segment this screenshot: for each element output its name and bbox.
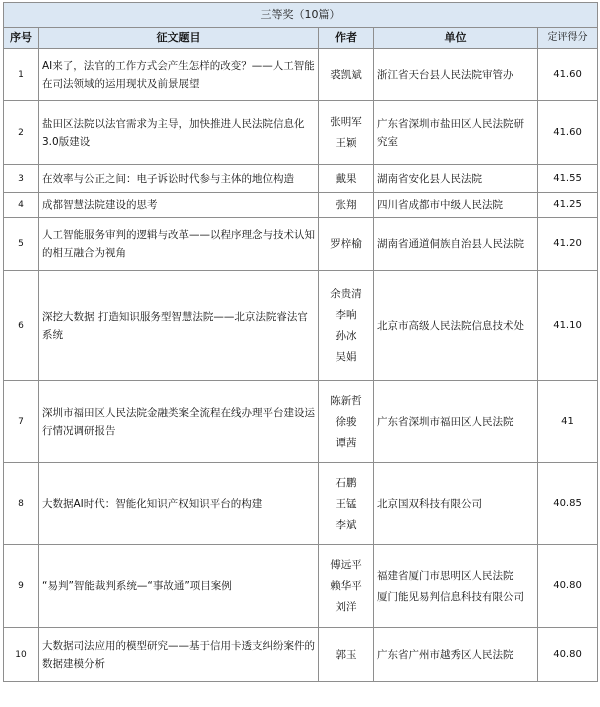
unit-name: 广东省广州市越秀区人民法院 xyxy=(377,648,514,661)
author-name: 李响 xyxy=(335,309,357,321)
essay-title: “易判”智能裁判系统—“事故通”项目案例 xyxy=(39,545,319,628)
row-number: 6 xyxy=(4,271,39,381)
unit-cell xyxy=(374,463,538,545)
header-author: 作者 xyxy=(319,28,374,49)
caption-row xyxy=(4,3,598,28)
header-unit: 单位 xyxy=(374,28,538,49)
author-name: 李斌 xyxy=(335,518,357,531)
row-number: 1 xyxy=(4,49,39,101)
score-cell: 41.60 xyxy=(538,101,598,165)
author-cell xyxy=(319,101,374,165)
author-name: 张翔 xyxy=(335,199,357,211)
unit-cell xyxy=(374,271,538,381)
score-cell: 40.80 xyxy=(538,628,598,682)
author-cell xyxy=(319,165,374,193)
essay-title: 在效率与公正之间：电子诉讼时代参与主体的地位构造 xyxy=(39,165,319,193)
score-cell: 41 xyxy=(538,381,598,463)
unit-name: 四川省成都市中级人民法院 xyxy=(377,199,503,211)
author-name: 王颖 xyxy=(335,137,357,149)
row-number: 9 xyxy=(4,545,39,628)
table-caption: 三等奖（10篇） xyxy=(4,3,598,28)
author-name: 裘凯斌 xyxy=(330,68,362,81)
score-cell: 40.85 xyxy=(538,463,598,545)
unit-cell xyxy=(374,381,538,463)
unit-name: 福建省厦门市思明区人民法院 xyxy=(377,569,514,582)
essay-title: 人工智能服务审判的逻辑与改革——以程序理念与技术认知的相互融合为视角 xyxy=(39,218,319,271)
table-row xyxy=(4,545,598,628)
author-name: 刘洋 xyxy=(335,601,357,613)
table-row xyxy=(4,193,598,218)
unit-name: 广东省深圳市盐田区人民法院研究室 xyxy=(377,117,524,148)
row-number: 5 xyxy=(4,218,39,271)
score-cell: 41.55 xyxy=(538,165,598,193)
author-name: 石鹏 xyxy=(335,476,357,489)
author-name: 孙冰 xyxy=(335,330,357,342)
essay-title: 盐田区法院以法官需求为主导，加快推进人民法院信息化3.0版建设 xyxy=(39,101,319,165)
unit-cell xyxy=(374,193,538,218)
award-table xyxy=(3,2,598,682)
table-row xyxy=(4,628,598,682)
table-row xyxy=(4,165,598,193)
author-cell xyxy=(319,218,374,271)
table-row xyxy=(4,218,598,271)
author-cell xyxy=(319,545,374,628)
author-name: 郭玉 xyxy=(335,648,357,661)
score-cell: 41.10 xyxy=(538,271,598,381)
essay-title: 深圳市福田区人民法院金融类案全流程在线办理平台建设运行情况调研报告 xyxy=(39,381,319,463)
author-name: 陈新哲 xyxy=(330,394,362,407)
author-cell xyxy=(319,628,374,682)
unit-cell xyxy=(374,49,538,101)
table-row xyxy=(4,271,598,381)
author-cell xyxy=(319,271,374,381)
author-cell xyxy=(319,381,374,463)
row-number: 2 xyxy=(4,101,39,165)
unit-cell xyxy=(374,101,538,165)
header-no: 序号 xyxy=(4,28,39,49)
unit-name: 广东省深圳市福田区人民法院 xyxy=(377,415,514,428)
table-row xyxy=(4,49,598,101)
unit-name: 湖南省通道侗族自治县人民法院 xyxy=(377,238,524,250)
score-cell: 41.20 xyxy=(538,218,598,271)
unit-name: 浙江省天台县人民法院审管办 xyxy=(377,68,514,81)
unit-name: 北京国双科技有限公司 xyxy=(377,497,482,510)
essay-title: 深挖大数据 打造知识服务型智慧法院——北京法院睿法官系统 xyxy=(39,271,319,381)
header-row xyxy=(4,28,598,49)
author-cell xyxy=(319,49,374,101)
unit-cell xyxy=(374,165,538,193)
author-name: 徐骏 xyxy=(335,415,357,428)
author-cell xyxy=(319,193,374,218)
unit-name: 北京市高级人民法院信息技术处 xyxy=(377,319,524,332)
essay-title: 大数据AI时代：智能化知识产权知识平台的构建 xyxy=(39,463,319,545)
row-number: 10 xyxy=(4,628,39,682)
author-cell xyxy=(319,463,374,545)
unit-cell xyxy=(374,628,538,682)
author-name: 吴娟 xyxy=(335,351,357,363)
score-cell: 41.60 xyxy=(538,49,598,101)
author-name: 张明军 xyxy=(330,116,362,128)
author-name: 戴果 xyxy=(335,172,357,185)
row-number: 3 xyxy=(4,165,39,193)
score-cell: 41.25 xyxy=(538,193,598,218)
score-cell: 40.80 xyxy=(538,545,598,628)
row-number: 8 xyxy=(4,463,39,545)
author-name: 王锰 xyxy=(335,497,357,510)
unit-name: 厦门能见易判信息科技有限公司 xyxy=(377,590,524,603)
header-title: 征文题目 xyxy=(39,28,319,49)
author-name: 傅远平 xyxy=(330,559,362,571)
author-name: 余贵清 xyxy=(330,288,362,300)
header-score: 定评得分 xyxy=(538,28,598,49)
essay-title: AI来了，法官的工作方式会产生怎样的改变？——人工智能在司法领域的运用现状及前景展望 xyxy=(39,49,319,101)
unit-cell xyxy=(374,218,538,271)
essay-title: 大数据司法应用的模型研究——基于信用卡透支纠纷案件的数据建模分析 xyxy=(39,628,319,682)
table-body xyxy=(4,49,598,682)
table-row xyxy=(4,463,598,545)
author-name: 罗梓榆 xyxy=(330,238,362,250)
author-name: 谭茜 xyxy=(335,436,357,449)
essay-title: 成都智慧法院建设的思考 xyxy=(39,193,319,218)
unit-cell xyxy=(374,545,538,628)
author-name: 赖华平 xyxy=(330,580,362,592)
row-number: 7 xyxy=(4,381,39,463)
row-number: 4 xyxy=(4,193,39,218)
table-row xyxy=(4,381,598,463)
unit-name: 湖南省安化县人民法院 xyxy=(377,172,482,185)
table-row xyxy=(4,101,598,165)
